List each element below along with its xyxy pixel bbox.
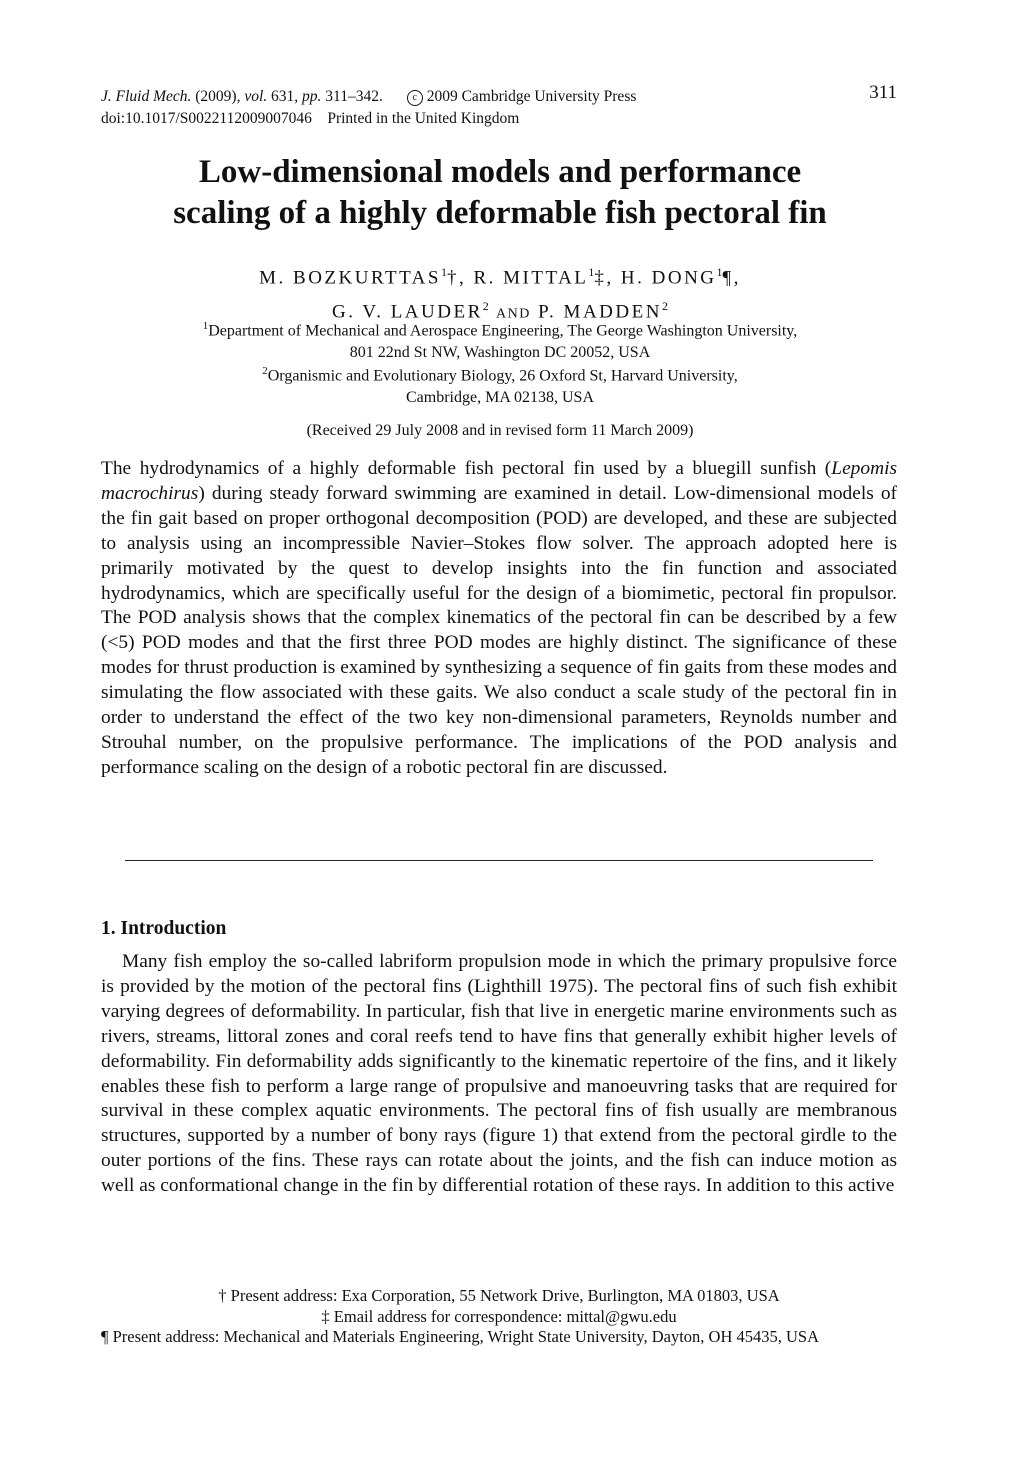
volume-value: 631, (271, 88, 299, 105)
journal-year: (2009), (195, 88, 241, 105)
page-number: 311 (869, 82, 897, 103)
abstract-text-2: ) during steady forward swimming are examined in detail. Low-dimensional models of the fin gait based on proper orthogonal decomposition (POD) are developed, and these are subjected to analysis using an incompressible Navier–Stokes flow solver. The approach adopted here is primarily motivated by the quest to develop insights into the fin function and associated hydrodynamics, which are specifically useful for the design of a biomimetic, pectoral fin propulsor. The POD analysis shows that the complex kinematics of the pectoral fin can be described by a few (<5) POD modes and that the first three POD modes are highly distinct. The significance of these modes for thrust production is examined by synthesizing a sequence of fin gaits from these modes and simulating the flow associated with these gaits. We also conduct a scale study of the pectoral fin in order to understand the effect of the two key non-dimensional parameters, Reynolds number and Strouhal number, on the propulsive performance. The implications of the POD analysis and performance scaling on the design of a robotic pectoral fin are discussed. (101, 482, 897, 778)
author-line-1 (60, 258, 940, 292)
affiliation-2-line-1 (60, 361, 940, 387)
copyright-text: 2009 Cambridge University Press (426, 88, 637, 105)
author-affil-sup: 1 (588, 265, 595, 279)
introduction-paragraph: Many fish employ the so-called labriform propulsion mode in which the primary propulsive force is provided by the motion of the pectoral fins (Lighthill 1975). The pectoral fins of such fish exhibit varying degrees of deformability. In particular, fish that live in energetic marine environments such as rivers, streams, littoral zones and coral reefs tend to have fins that generally exhibit higher levels of deformability. Fin deformability adds significantly to the kinematic repertoire of the fins, and it likely enables these fish to perform a large range of propulsive and manoeuvring tasks that are required for survival in these complex aquatic environments. The pectoral fins of fish usually are membranous structures, supported by a number of bony rays (figure 1) that extend from the pectoral girdle to the outer portions of the fins. These rays can rotate about the joints, and the fish can induce motion as well as conformational change in the fin by differential rotation of these rays. In addition to this active (101, 951, 897, 1197)
affiliation-text: Organismic and Evolutionary Biology, 26 Oxford St, Harvard University, (267, 367, 738, 385)
affiliation-sup: 1 (202, 320, 209, 332)
footnote-dagger: † Present address: Exa Corporation, 55 Network Drive, Burlington, MA 01803, USA (218, 1286, 780, 1305)
affiliation-sup: 2 (262, 365, 268, 377)
pages-value: 311–342. (325, 88, 383, 105)
title-line-1: Low-dimensional models and performance (198, 154, 802, 190)
section-heading: 1. Introduction (101, 918, 227, 939)
paper-title (60, 152, 940, 234)
affiliation-2 (60, 361, 940, 408)
copyright-icon: c (407, 90, 423, 106)
footnotes (101, 1286, 897, 1348)
affiliation-text: Department of Mechanical and Aerospace Engineering, The George Washington University, (208, 322, 798, 340)
author-name: M. BOZKURTTAS (259, 267, 441, 289)
doi: doi:10.1017/S0022112009007046 (101, 110, 312, 127)
affiliation-2-line-2: Cambridge, MA 02138, USA (406, 388, 594, 406)
abstract (101, 457, 897, 781)
title-line-2: scaling of a highly deformable fish pectoral fin (173, 195, 827, 231)
received-dates: (Received 29 July 2008 and in revised form 11 March 2009) (306, 422, 694, 439)
author-name: R. MITTAL (473, 267, 589, 289)
footnote-pilcrow: ¶ Present address: Mechanical and Materials Engineering, Wright State University, Dayton, OH 45435, USA (101, 1327, 819, 1346)
author-affil-sup: 2 (482, 299, 489, 314)
printed-in: Printed in the United Kingdom (327, 110, 520, 127)
abstract-text-1: The hydrodynamics of a highly deformable fish pectoral fin used by a bluegill sunfish ( (101, 458, 832, 479)
affiliation-1-line-2: 801 22nd St NW, Washington DC 20052, USA (349, 343, 651, 361)
author-name: P. MADDEN (538, 301, 662, 323)
author-affil-sup: 1 (440, 265, 447, 279)
author-mark: †, (446, 267, 474, 289)
doi-line (101, 108, 821, 130)
author-name: G. V. LAUDER (332, 301, 483, 323)
author-mark: ¶, (722, 267, 741, 289)
running-header (101, 86, 821, 130)
footnote-double-dagger: ‡ Email address for correspondence: mittal@gwu.edu (321, 1306, 677, 1326)
affiliation-1-line-1 (60, 316, 940, 342)
author-affil-sup: 2 (661, 299, 668, 314)
citation-line (101, 86, 821, 108)
author-mark: ‡, (594, 267, 621, 289)
author-name: H. DONG (620, 267, 717, 289)
volume-label: vol. (244, 88, 268, 105)
author-affil-sup: 1 (716, 265, 723, 279)
affiliation-1 (60, 316, 940, 363)
species-name: Lepomis macrochirus (101, 458, 897, 504)
author-conjunction: AND (496, 306, 531, 322)
journal-name: J. Fluid Mech. (101, 88, 192, 105)
section-divider (125, 860, 873, 861)
pages-label: pp. (302, 88, 322, 105)
